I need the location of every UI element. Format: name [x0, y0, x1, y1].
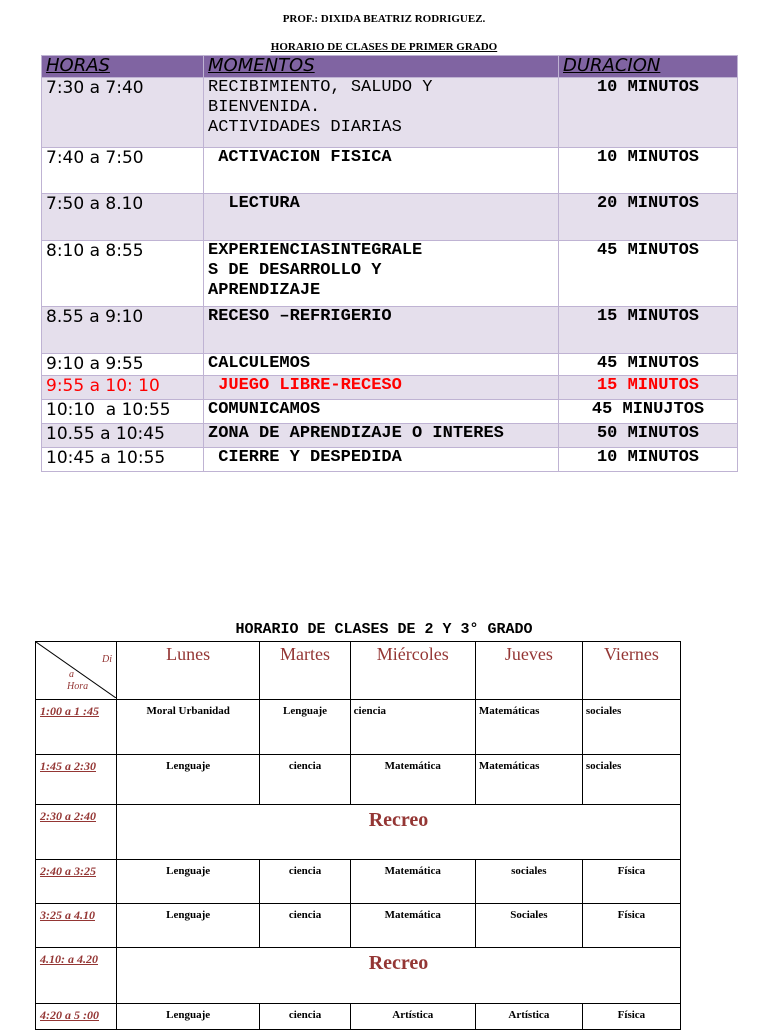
subject-cell: Lenguaje [117, 860, 260, 904]
table-row [42, 400, 738, 424]
hora-cell: 9:55 a 10: 10 [42, 376, 204, 400]
first-grade-title: HORARIO DE CLASES DE PRIMER GRADO [270, 41, 498, 53]
table-row [42, 448, 738, 472]
time-slot: 2:30 a 2:40 [36, 805, 117, 860]
momento-cell: RECESO –REFRIGERIO [204, 307, 559, 354]
table-row [36, 1004, 681, 1030]
table-header-row [36, 642, 681, 700]
header-duracion: DURACION [559, 56, 738, 78]
hora-cell: 8:10 a 8:55 [42, 241, 204, 307]
table-row [42, 354, 738, 376]
duracion-cell: 20 MINUTOS [559, 194, 738, 241]
momento-cell: CALCULEMOS [204, 354, 559, 376]
subject-cell: Moral Urbanidad [117, 700, 260, 755]
subject-cell: Física [582, 904, 680, 948]
momento-cell: ZONA DE APRENDIZAJE O INTERES [204, 424, 559, 448]
duracion-cell: 15 MINUTOS [559, 376, 738, 400]
time-slot: 1:45 a 2:30 [36, 755, 117, 805]
momento-cell: JUEGO LIBRE-RECESO [204, 376, 559, 400]
table-row [36, 860, 681, 904]
recreo-cell: Recreo [117, 805, 681, 860]
subject-cell: ciencia [260, 860, 350, 904]
momento-cell: RECIBIMIENTO, SALUDO Y BIENVENIDA. ACTIVIDADES DIARIAS [204, 78, 559, 148]
duracion-cell: 45 MINUTOS [559, 354, 738, 376]
hora-cell: 10:10 a 10:55 [42, 400, 204, 424]
recreo-cell: Recreo [117, 948, 681, 1004]
table-header-row [42, 56, 738, 78]
corner-dia-label: Di [102, 654, 112, 665]
table-row [42, 78, 738, 148]
header-horas: HORAS [42, 56, 204, 78]
subject-cell: sociales [475, 860, 582, 904]
momento-cell: ACTIVACION FISICA [204, 148, 559, 194]
hora-cell: 7:40 a 7:50 [42, 148, 204, 194]
duracion-cell: 10 MINUTOS [559, 148, 738, 194]
momento-cell: LECTURA [204, 194, 559, 241]
hora-cell: 9:10 a 9:55 [42, 354, 204, 376]
table-row [36, 948, 681, 1004]
subject-cell: Matemática [350, 904, 475, 948]
duracion-cell: 50 MINUTOS [559, 424, 738, 448]
table-row [42, 307, 738, 354]
table-row [36, 700, 681, 755]
table-row [42, 148, 738, 194]
second-third-grade-schedule-table [35, 641, 681, 1030]
day-martes: Martes [260, 642, 350, 700]
time-slot: 3:25 a 4.10 [36, 904, 117, 948]
corner-a-label: a [69, 669, 74, 680]
day-miercoles: Miércoles [350, 642, 475, 700]
momento-cell: COMUNICAMOS [204, 400, 559, 424]
hora-cell: 10.55 a 10:45 [42, 424, 204, 448]
duracion-cell: 15 MINUTOS [559, 307, 738, 354]
subject-cell: Artística [475, 1004, 582, 1030]
day-jueves: Jueves [475, 642, 582, 700]
subject-cell: sociales [582, 700, 680, 755]
second-third-grade-title: HORARIO DE CLASES DE 2 Y 3° GRADO [235, 621, 533, 638]
table-row [36, 755, 681, 805]
duracion-cell: 10 MINUTOS [559, 78, 738, 148]
corner-cell [36, 642, 117, 700]
duracion-cell: 45 MINUJTOS [559, 400, 738, 424]
subject-cell: Matemáticas [475, 755, 582, 805]
subject-cell: Lenguaje [117, 904, 260, 948]
subject-cell: Matemáticas [475, 700, 582, 755]
table-row [36, 805, 681, 860]
subject-cell: Sociales [475, 904, 582, 948]
subject-cell: Artística [350, 1004, 475, 1030]
subject-cell: Física [582, 1004, 680, 1030]
table-row [42, 424, 738, 448]
momento-cell: EXPERIENCIASINTEGRALE S DE DESARROLLO Y APRENDIZAJE [204, 241, 559, 307]
teacher-name: PROF.: DIXIDA BEATRIZ RODRIGUEZ. [282, 13, 486, 25]
momento-cell: CIERRE Y DESPEDIDA [204, 448, 559, 472]
subject-cell: Matemática [350, 755, 475, 805]
time-slot: 4.10: a 4.20 [36, 948, 117, 1004]
subject-cell: Lenguaje [117, 1004, 260, 1030]
day-viernes: Viernes [582, 642, 680, 700]
subject-cell: ciencia [350, 700, 475, 755]
time-slot: 4:20 a 5 :00 [36, 1004, 117, 1030]
table-row [42, 241, 738, 307]
duracion-cell: 45 MINUTOS [559, 241, 738, 307]
subject-cell: ciencia [260, 755, 350, 805]
time-slot: 1:00 a 1 :45 [36, 700, 117, 755]
first-grade-schedule-table [41, 55, 738, 472]
subject-cell: sociales [582, 755, 680, 805]
hora-cell: 7:30 a 7:40 [42, 78, 204, 148]
subject-cell: Lenguaje [260, 700, 350, 755]
table-row [42, 376, 738, 400]
subject-cell: ciencia [260, 1004, 350, 1030]
hora-cell: 10:45 a 10:55 [42, 448, 204, 472]
subject-cell: Física [582, 860, 680, 904]
duracion-cell: 10 MINUTOS [559, 448, 738, 472]
table-row [36, 904, 681, 948]
subject-cell: ciencia [260, 904, 350, 948]
table-row [42, 194, 738, 241]
hora-cell: 7:50 a 8.10 [42, 194, 204, 241]
time-slot: 2:40 a 3:25 [36, 860, 117, 904]
subject-cell: Matemática [350, 860, 475, 904]
subject-cell: Lenguaje [117, 755, 260, 805]
header-momentos: MOMENTOS [204, 56, 559, 78]
day-lunes: Lunes [117, 642, 260, 700]
hora-cell: 8.55 a 9:10 [42, 307, 204, 354]
corner-hora-label: Hora [67, 681, 89, 692]
